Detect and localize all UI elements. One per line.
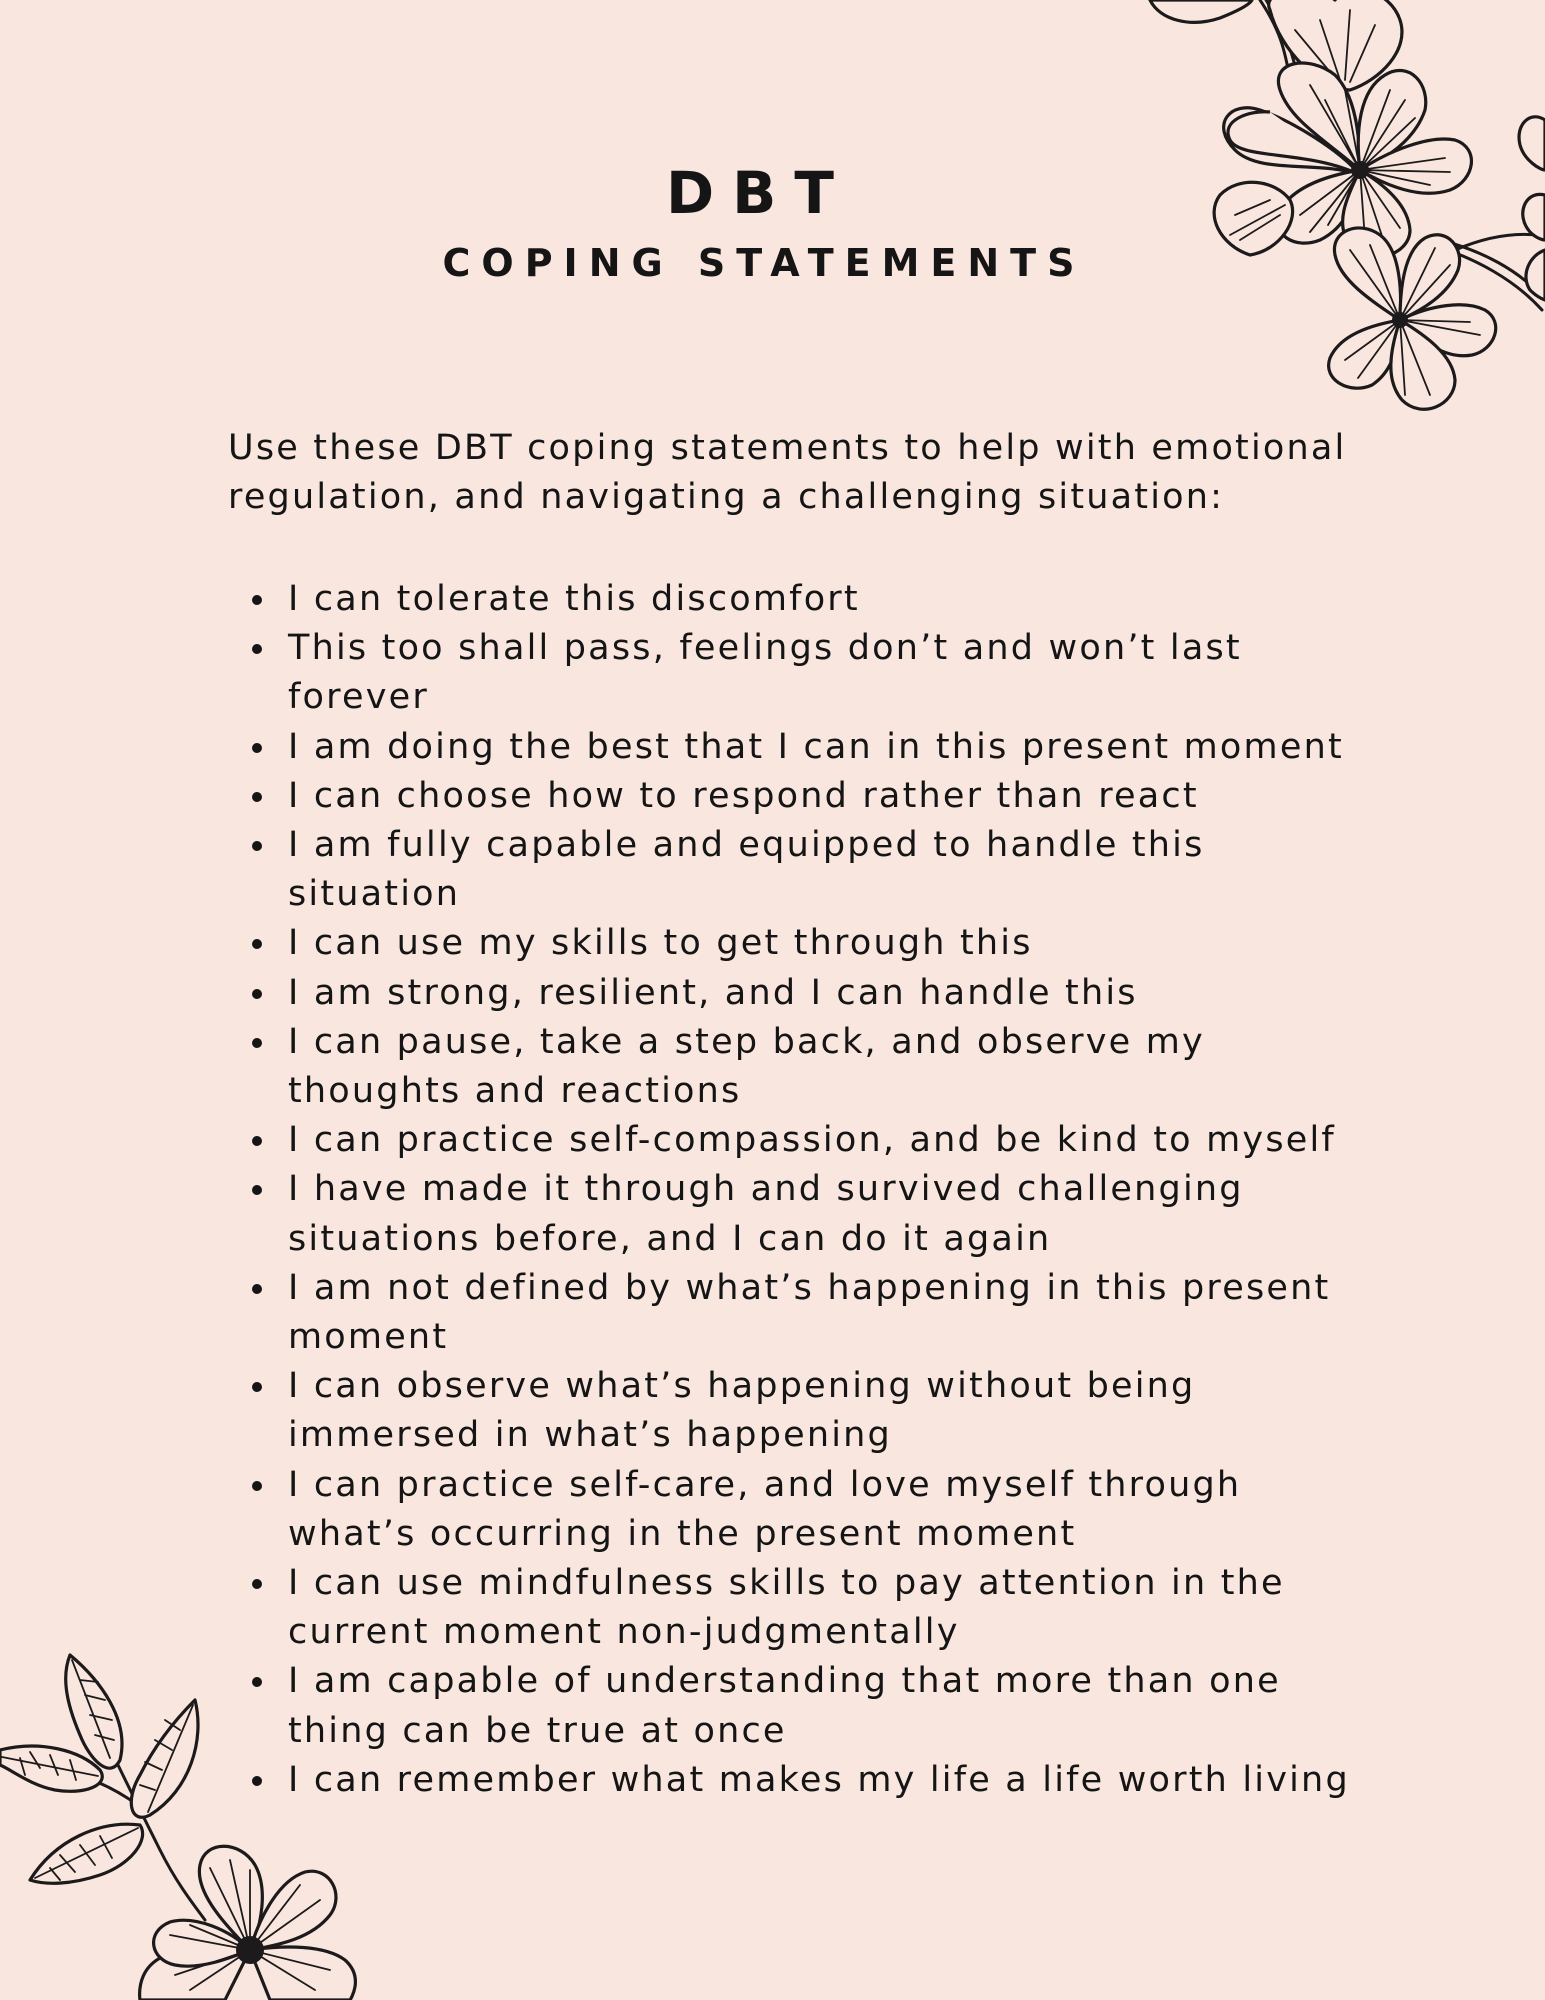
list-item: I have made it through and survived challenging situations before, and I can do it again xyxy=(288,1165,1358,1263)
list-item: I am doing the best that I can in this present moment xyxy=(288,723,1358,772)
list-item: I am fully capable and equipped to handle this situation xyxy=(288,821,1358,919)
list-item: I can practice self-care, and love myself through what’s occurring in the present moment xyxy=(288,1461,1358,1559)
list-item: I can remember what makes my life a life worth living xyxy=(288,1756,1358,1805)
list-item: This too shall pass, feelings don’t and won’t last forever xyxy=(288,624,1358,722)
list-item: I can observe what’s happening without being immersed in what’s happening xyxy=(288,1362,1358,1460)
intro-paragraph: Use these DBT coping statements to help with emotional regulation, and navigating a challenging situation: xyxy=(228,428,1347,517)
list-item: I can choose how to respond rather than react xyxy=(288,772,1358,821)
list-item: I can use mindfulness skills to pay attention in the current moment non-judgmentally xyxy=(288,1559,1358,1657)
coping-statements-list xyxy=(288,575,1358,1805)
list-item: I am capable of understanding that more than one thing can be true at once xyxy=(288,1657,1358,1755)
list-item: I can use my skills to get through this xyxy=(288,919,1358,968)
list-item: I can pause, take a step back, and observe my thoughts and reactions xyxy=(288,1018,1358,1116)
page-subtitle: COPING STATEMENTS xyxy=(442,241,1086,285)
list-item: I can practice self-compassion, and be kind to myself xyxy=(288,1116,1358,1165)
list-item: I am strong, resilient, and I can handle this xyxy=(288,969,1358,1018)
list-item: I can tolerate this discomfort xyxy=(288,575,1358,624)
page-title: DBT xyxy=(666,159,852,227)
list-item: I am not defined by what’s happening in this present moment xyxy=(288,1264,1358,1362)
